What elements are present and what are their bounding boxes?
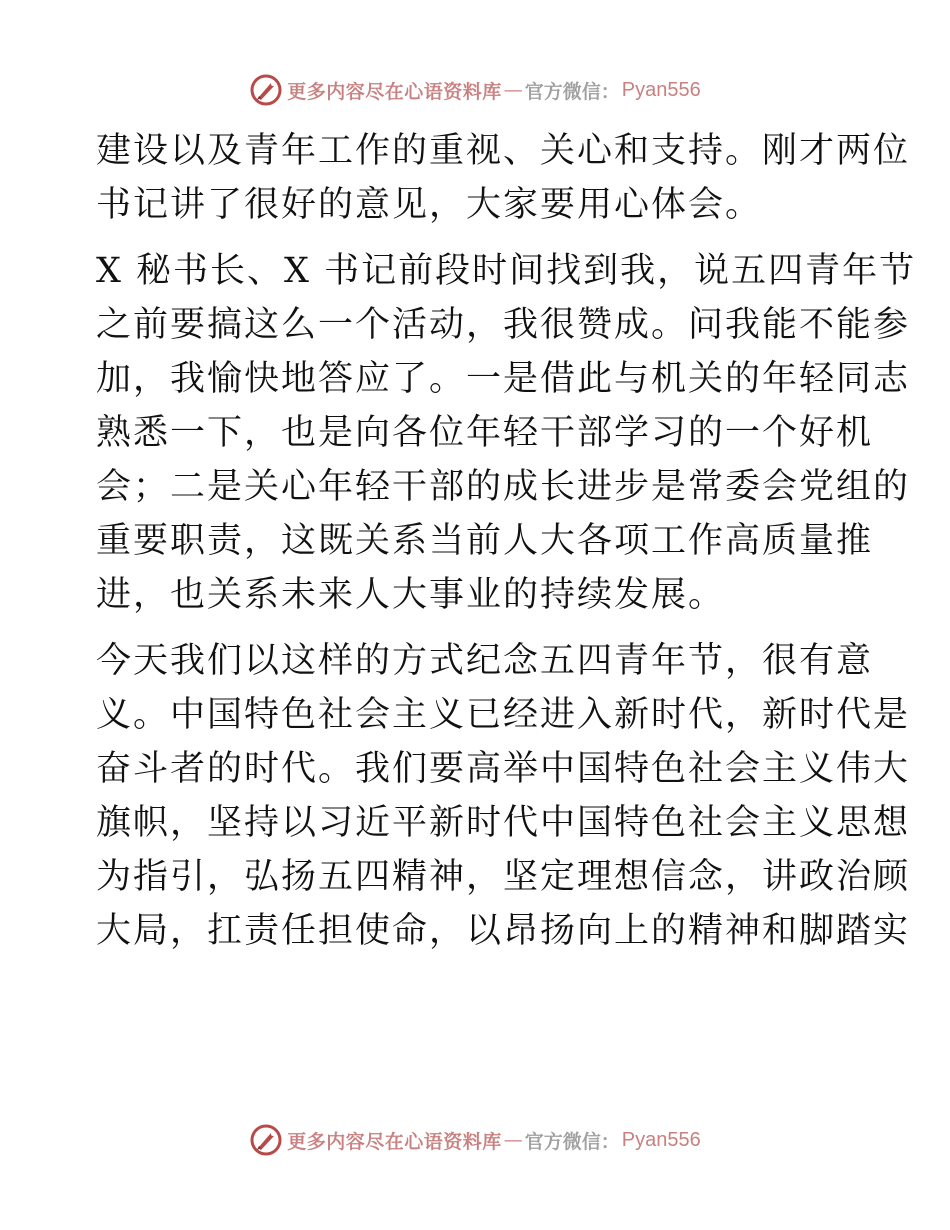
footer-watermark bbox=[0, 1120, 950, 1160]
text-line: 会；二是关心年轻干部的成长进步是常委会党组的 bbox=[96, 467, 911, 507]
text-line: 加，我愉快地答应了。一是借此与机关的年轻同志 bbox=[96, 359, 911, 399]
paragraph-1 bbox=[96, 124, 911, 232]
paragraph-3 bbox=[96, 634, 911, 958]
watermark-dash: — bbox=[503, 79, 523, 101]
watermark-wechat-id: Pyan556 bbox=[621, 78, 701, 101]
text-line: 奋斗者的时代。我们要高举中国特色社会主义伟大 bbox=[96, 749, 911, 789]
text-line: 大局，扛责任担使命，以昂扬向上的精神和脚踏实 bbox=[96, 911, 911, 951]
text-line: 建设以及青年工作的重视、关心和支持。刚才两位 bbox=[96, 131, 911, 171]
text-line: 义。中国特色社会主义已经进入新时代，新时代是 bbox=[96, 695, 911, 735]
text-line: 今天我们以这样的方式纪念五四青年节，很有意 bbox=[96, 641, 874, 681]
document-body bbox=[96, 124, 917, 958]
watermark-text: 更多内容尽在心语资料库 bbox=[287, 80, 502, 103]
header-watermark bbox=[0, 70, 950, 110]
watermark-wechat-label: 官方微信： bbox=[524, 1130, 620, 1153]
watermark-dash: — bbox=[503, 1129, 523, 1151]
text-line: 书记讲了很好的意见，大家要用心体会。 bbox=[96, 185, 763, 225]
text-line: 之前要搞这么一个活动，我很赞成。问我能不能参 bbox=[96, 305, 911, 345]
watermark-text: 更多内容尽在心语资料库 bbox=[287, 1130, 502, 1153]
text-line: 为指引，弘扬五四精神，坚定理想信念，讲政治顾 bbox=[96, 857, 911, 897]
text-line: 熟悉一下，也是向各位年轻干部学习的一个好机 bbox=[96, 413, 874, 453]
text-line: 旗帜，坚持以习近平新时代中国特色社会主义思想 bbox=[96, 803, 911, 843]
text-line: 重要职责，这既关系当前人大各项工作高质量推 bbox=[96, 521, 874, 561]
pen-circle-logo-icon bbox=[249, 1123, 283, 1157]
paragraph-2 bbox=[96, 244, 917, 622]
text-line: 进，也关系未来人大事业的持续发展。 bbox=[96, 575, 726, 615]
pen-circle-logo-icon bbox=[249, 73, 283, 107]
watermark-wechat-label: 官方微信： bbox=[524, 80, 620, 103]
text-line: X 秘书长、X 书记前段时间找到我，说五四青年节 bbox=[96, 251, 917, 291]
watermark-wechat-id: Pyan556 bbox=[621, 1128, 701, 1151]
